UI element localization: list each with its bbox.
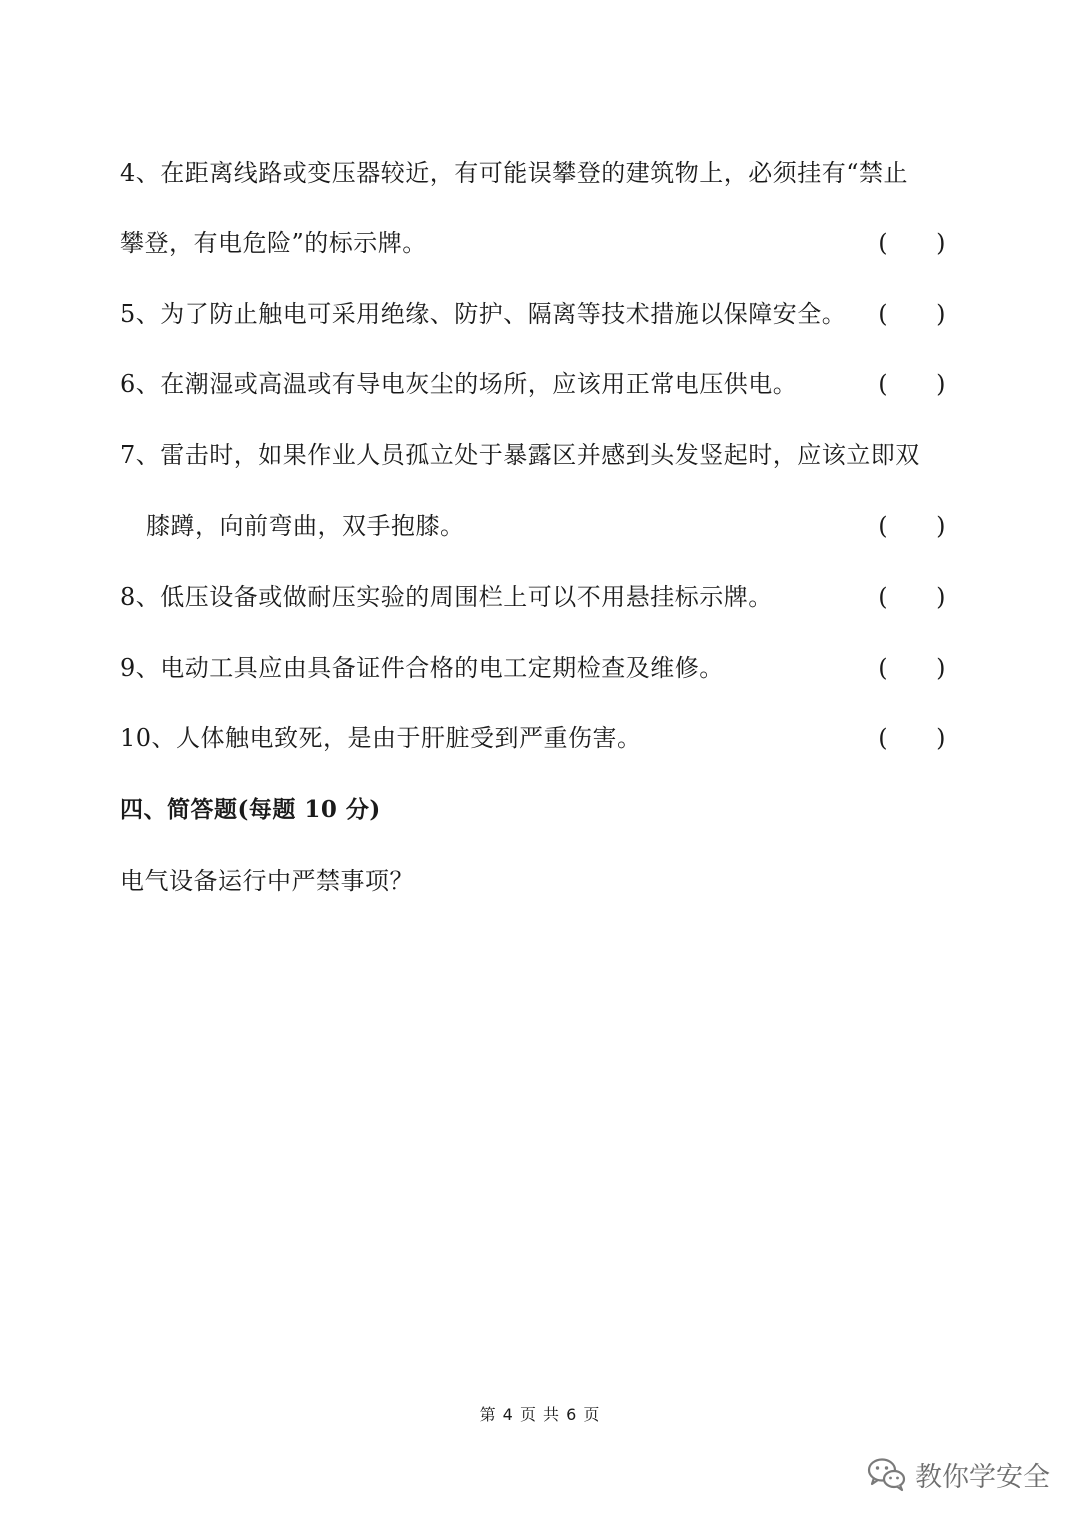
answer-bracket: ( ) (878, 512, 946, 540)
question-text: 7、雷击时，如果作业人员孤立处于暴露区并感到头发竖起时，应该立即双 (120, 441, 920, 469)
section-heading: 四、简答题(每题 10 分) (120, 796, 381, 823)
question-10 (120, 721, 946, 755)
answer-bracket: ( ) (878, 229, 946, 257)
question-7-line-2 (146, 509, 946, 543)
question-text: 攀登，有电危险”的标示牌。 (120, 229, 427, 257)
question-4-line-1 (120, 156, 946, 190)
question-text: 9、电动工具应由具备证件合格的电工定期检查及维修。 (120, 654, 724, 682)
answer-bracket: ( ) (878, 300, 946, 328)
question-text: 4、在距离线路或变压器较近，有可能误攀登的建筑物上，必须挂有“禁止 (120, 159, 909, 187)
wechat-icon (867, 1456, 907, 1492)
question-4-line-2 (120, 226, 946, 260)
question-9 (120, 651, 946, 685)
answer-bracket: ( ) (878, 370, 946, 398)
watermark (867, 1450, 1050, 1498)
question-6 (120, 367, 946, 401)
answer-bracket: ( ) (878, 654, 946, 682)
page-number: 第 4 页 共 6 页 (479, 1405, 601, 1424)
question-5 (120, 297, 946, 331)
question-text: 8、低压设备或做耐压实验的周围栏上可以不用悬挂标示牌。 (120, 583, 773, 611)
question-text: 膝蹲，向前弯曲，双手抱膝。 (146, 512, 465, 540)
short-answer-question: 电气设备运行中严禁事项？ (120, 867, 414, 895)
question-text: 5、为了防止触电可采用绝缘、防护、隔离等技术措施以保障安全。 (120, 300, 847, 328)
question-7-line-1 (120, 438, 946, 472)
question-text: 6、在潮湿或高温或有导电灰尘的场所，应该用正常电压供电。 (120, 370, 798, 398)
watermark-text: 教你学安全 (915, 1461, 1050, 1493)
question-8 (120, 580, 946, 614)
question-text: 10、人体触电致死，是由于肝脏受到严重伤害。 (120, 724, 642, 752)
answer-bracket: ( ) (878, 583, 946, 611)
answer-bracket: ( ) (878, 724, 946, 752)
